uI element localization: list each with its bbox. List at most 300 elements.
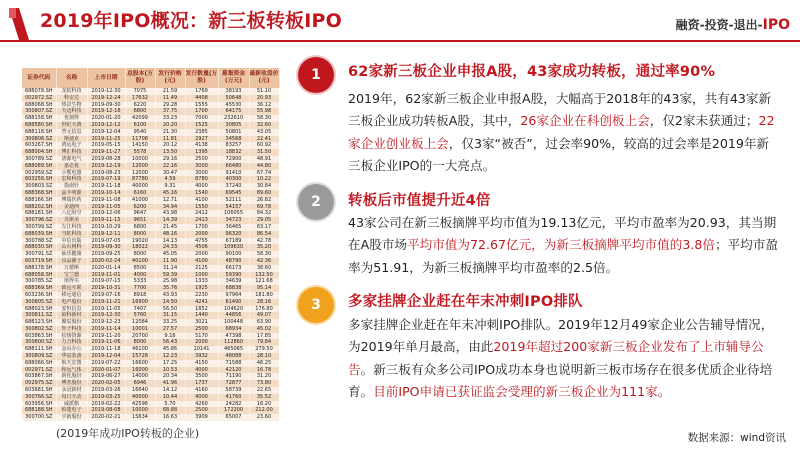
table-cell: 6800 [125, 108, 155, 115]
page-title: 2019年IPO概况：新三板转板IPO [40, 10, 342, 32]
table-cell: 14000 [125, 373, 155, 380]
section-number-badge-3: 3 [298, 287, 334, 323]
table-cell: 11.90 [155, 258, 185, 265]
table-cell: 89.60 [249, 190, 279, 197]
table-cell: 86.54 [249, 231, 279, 238]
table-cell: 2019-07-16 [87, 292, 125, 299]
section-3-text-c: 。 [657, 384, 671, 400]
table-cell: 5333 [125, 278, 155, 285]
table-cell: 46100 [125, 346, 155, 353]
table-row [22, 217, 279, 224]
table-row [22, 231, 279, 238]
table-cell: 688123.SH [22, 319, 56, 326]
table-cell: 8000 [125, 231, 155, 238]
table-cell: 2019-11-18 [87, 346, 125, 353]
table-cell: 航天宏图 [56, 360, 87, 367]
table-cell: 4408 [185, 95, 218, 102]
table-cell: 16.78 [249, 367, 279, 374]
table-cell: 美迪西 [56, 204, 87, 211]
table-cell: 14.12 [155, 387, 185, 394]
table-cell: 34568 [218, 136, 249, 143]
table-row [22, 149, 279, 156]
table-cell: 10000 [125, 156, 155, 163]
table-cell: 49.07 [249, 312, 279, 319]
table-cell: 10.22 [249, 176, 279, 183]
table-cell: 2019-11-08 [87, 197, 125, 204]
table-row [22, 272, 279, 279]
table-cell: 33.23 [155, 115, 185, 122]
table-cell: 致远互联 [56, 285, 87, 292]
table-cell: 44856 [218, 312, 249, 319]
table-cell: 20.93 [249, 95, 279, 102]
table-cell: 106055 [218, 210, 249, 217]
section-2-text-b: ；平均市盈率为51.91，为新三板摘牌平均市盈率的2.5倍。 [348, 237, 778, 275]
table-cell: 45530 [218, 102, 249, 109]
table-cell: 33.25 [155, 319, 185, 326]
table-cell: 30.84 [249, 183, 279, 190]
table-cell: 132.50 [249, 272, 279, 279]
section-3-text-a: 多家挂牌企业赶在年末冲刺IPO排队。2019年12月49家企业公告辅导情况，为2019年单月最高，由此 [348, 317, 774, 355]
table-cell: 300796.SZ [22, 217, 56, 224]
table-cell: 22.41 [249, 136, 279, 143]
table-cell: 2020-02-24 [87, 258, 125, 265]
table-cell: 109630 [218, 244, 249, 251]
table-cell: 43.93 [155, 292, 185, 299]
table-cell: 300811.SZ [22, 312, 56, 319]
section-3-highlight-b: 目前IPO申请已获证监会受理的新三板企业为111家 [373, 384, 658, 400]
table-cell: 16.20 [249, 401, 279, 408]
table-cell: 每日互动 [56, 394, 87, 401]
table-cell: 45.86 [155, 346, 185, 353]
section-body-2 [348, 212, 778, 279]
table-cell: 3000 [185, 163, 218, 170]
header-tagline [676, 16, 790, 33]
table-cell: 小熊电器 [56, 170, 87, 177]
table-cell: 3500 [185, 373, 218, 380]
table-cell: 20.12 [155, 142, 185, 149]
table-cell: 8000 [125, 339, 155, 346]
table-cell: 300803.SZ [22, 183, 56, 190]
table-cell: 10.44 [155, 394, 185, 401]
table-cell: 22.65 [249, 387, 279, 394]
table-cell: 2019-12-04 [87, 353, 125, 360]
table-cell: 56.50 [155, 306, 185, 313]
table-cell: 2019-12-18 [87, 108, 125, 115]
table-cell: 1737 [185, 380, 218, 387]
table-cell: 20.34 [155, 373, 185, 380]
table-cell: 1440 [185, 312, 218, 319]
table-cell: 688004.SH [22, 149, 56, 156]
table-cell: 48.16 [155, 231, 185, 238]
table-cell: 38.60 [249, 265, 279, 272]
table-cell: 30.47 [155, 170, 185, 177]
table-cell: 2500 [185, 156, 218, 163]
table-cell: 95.14 [249, 285, 279, 292]
table-cell: 8500 [125, 265, 155, 272]
section-title-2: 转板后市值提升近4倍 [348, 193, 491, 209]
table-cell: 2019-11-14 [87, 326, 125, 333]
table-cell: 73.80 [249, 380, 279, 387]
table-cell: 铂科新材 [56, 312, 87, 319]
table-row [22, 353, 279, 360]
table-cell: 2020-01-20 [87, 115, 125, 122]
table-cell: 300791.SZ [22, 251, 56, 258]
table-cell: 20700 [125, 333, 155, 340]
table-cell: 21.45 [155, 224, 185, 231]
table-cell: 41000 [125, 197, 155, 204]
table-cell: 力合科技 [56, 339, 87, 346]
table-row [22, 197, 279, 204]
table-cell: 世纪天鸿 [56, 122, 87, 129]
table-cell: 40000 [125, 183, 155, 190]
table-cell: 9540 [125, 129, 155, 136]
table-cell: 31.20 [249, 373, 279, 380]
table-cell: 121.68 [249, 278, 279, 285]
table-cell: 2412 [185, 210, 218, 217]
table-cell: 45.16 [155, 190, 185, 197]
table-cell: 1333 [185, 278, 218, 285]
table-cell: 68934 [218, 326, 249, 333]
table-cell: 688580.SH [22, 122, 56, 129]
table-cell: 14.39 [155, 217, 185, 224]
table-cell: 688368.SH [22, 190, 56, 197]
table-cell: 2500 [185, 326, 218, 333]
table-cell: 2019-11-15 [87, 217, 125, 224]
table-cell: 688178.SH [22, 265, 56, 272]
table-cell: 9651 [125, 217, 155, 224]
table-row [22, 326, 279, 333]
table-cell: 83257 [218, 142, 249, 149]
table-cell: 181.80 [249, 292, 279, 299]
table-cell: 宇新股份 [56, 414, 87, 421]
table-row [22, 251, 279, 258]
table-cell: 688188.SH [22, 407, 56, 414]
table-cell: 58739 [218, 387, 249, 394]
header-divider [0, 40, 800, 42]
table-cell: 279.50 [249, 346, 279, 353]
section-1-text-c: ，仅3家“被否”，过会率90%，较高的过会率是2019年新三板企业IPO的一大亮点。 [348, 135, 770, 174]
table-row [22, 163, 279, 170]
table-row [22, 95, 279, 102]
table-cell: 688118.SH [22, 129, 56, 136]
table-cell: 4260 [185, 401, 218, 408]
table-cell: 2019-05-15 [87, 142, 125, 149]
table-cell: 松炀资源 [56, 333, 87, 340]
table-cell: 36465 [218, 224, 249, 231]
table-cell: 2020-01-14 [87, 265, 125, 272]
table-cell: 1540 [185, 190, 218, 197]
table-row [22, 176, 279, 183]
tagline-prefix: 融资-投资-退出- [675, 18, 763, 32]
table-cell: 688030.SH [22, 244, 56, 251]
table-cell: 5760 [125, 312, 155, 319]
table-cell: 45.02 [249, 326, 279, 333]
table-cell: 2019-12-06 [87, 210, 125, 217]
table-cell: 移远通信 [56, 292, 87, 299]
table-cell: 20.20 [155, 122, 185, 129]
table-cell: 6946 [125, 380, 155, 387]
table-cell: 安恒信息 [56, 306, 87, 313]
section-body-3 [348, 314, 778, 404]
ipo-table-panel [22, 68, 279, 421]
table-cell: 54157 [218, 204, 249, 211]
table-cell: 16900 [125, 299, 155, 306]
table-cell: 贝斯美 [56, 217, 87, 224]
table-cell: 8918 [125, 292, 155, 299]
table-cell: 晶丰明源 [56, 190, 87, 197]
table-cell: 11.81 [155, 136, 185, 143]
table-cell: 603681.SH [22, 387, 56, 394]
table-cell: 4150 [185, 360, 218, 367]
table-cell: 63.17 [249, 224, 279, 231]
table-cell: 龙软科技 [56, 88, 87, 95]
table-cell: 2020-01-07 [87, 367, 125, 374]
table-cell: 17.85 [249, 333, 279, 340]
table-cell: 58.30 [249, 251, 279, 258]
table-cell: 32.60 [249, 122, 279, 129]
table-cell: 68838 [218, 285, 249, 292]
table-cell: 2019-09-30 [87, 244, 125, 251]
table-cell: 12.71 [155, 197, 185, 204]
table-cell: 100448 [218, 319, 249, 326]
table-cell: 4755 [185, 238, 218, 245]
table-caption: (2019年成功IPO转板的企业) [56, 427, 200, 440]
table-cell: 55.98 [249, 108, 279, 115]
table-cell: 41.96 [155, 380, 185, 387]
table-cell: 14150 [125, 142, 155, 149]
table-cell: 300802.SZ [22, 326, 56, 333]
table-cell: 79.84 [249, 339, 279, 346]
table-cell: 42099 [125, 115, 155, 122]
table-cell: 2019-11-27 [87, 149, 125, 156]
table-cell: 11708 [125, 136, 155, 143]
table-cell: 7000 [185, 115, 218, 122]
table-cell: 002971.SZ [22, 367, 56, 374]
table-cell: 23.60 [249, 414, 279, 421]
table-cell: 2019-02-22 [87, 401, 125, 408]
table-cell: 300789.SZ [22, 156, 56, 163]
section-number-badge-1: 1 [298, 57, 334, 93]
table-cell: 2019-10-14 [87, 190, 125, 197]
table-cell: 1525 [185, 122, 218, 129]
column-header: 总股本(万股) [125, 68, 155, 88]
table-cell: 普元信息 [56, 129, 87, 136]
table-cell: 10.53 [155, 367, 185, 374]
table-cell: 72900 [218, 156, 249, 163]
table-cell: 603867.SH [22, 373, 56, 380]
table-cell: 41760 [218, 394, 249, 401]
table-cell: 鸿远电子 [56, 142, 87, 149]
table-row [22, 129, 279, 136]
table-cell: 万德斯 [56, 265, 87, 272]
table-cell: 2019-12-23 [87, 319, 125, 326]
logo-mark-icon [7, 4, 31, 44]
table-cell: 2020-02-05 [87, 380, 125, 387]
table-cell: 1769 [185, 88, 218, 95]
table-cell: 4000 [125, 272, 155, 279]
table-cell: 688202.SH [22, 204, 56, 211]
table-cell: 仙乐健康 [56, 251, 87, 258]
table-cell: 值得买 [56, 278, 87, 285]
table-cell: 8780 [185, 176, 218, 183]
table-cell: 96320 [218, 231, 249, 238]
table-cell: 9.16 [155, 333, 185, 340]
table-cell: 37240 [218, 183, 249, 190]
table-cell: 71588 [218, 360, 249, 367]
table-cell: 212.00 [249, 407, 279, 414]
table-cell: 6100 [125, 122, 155, 129]
table-cell: 7407 [125, 306, 155, 313]
table-cell: 2019-11-18 [87, 183, 125, 190]
table-cell: 2019-11-05 [87, 306, 125, 313]
table-cell: 603956.SH [22, 401, 56, 408]
table-cell: 300809.SZ [22, 353, 56, 360]
table-cell: 1925 [185, 285, 218, 292]
table-cell: 2927 [185, 136, 218, 143]
table-cell: 47398 [218, 333, 249, 340]
table-cell: 5.70 [155, 401, 185, 408]
table-cell: 宝兰德 [56, 272, 87, 279]
table-cell: 2020-02-21 [87, 414, 125, 421]
table-cell: 12000 [125, 170, 155, 177]
table-cell: 2500 [185, 407, 218, 414]
table-cell: 12.23 [155, 353, 185, 360]
ipo-table [22, 68, 280, 421]
table-cell: 91410 [218, 170, 249, 177]
table-cell: 2019-08-28 [87, 156, 125, 163]
table-row [22, 292, 279, 299]
table-cell: 26.82 [249, 197, 279, 204]
table-cell: 42120 [218, 367, 249, 374]
table-row [22, 299, 279, 306]
table-cell: 300806.SZ [22, 136, 56, 143]
section-3-text-b: 。新三板有众多公司IPO成功本身也说明新三板市场存在很多优质企业待培育。 [348, 361, 773, 400]
column-header: 名称 [56, 68, 87, 88]
column-header: 募集资金(万元) [218, 68, 249, 88]
table-cell: 唐源电气 [56, 156, 87, 163]
table-cell: 58.30 [249, 115, 279, 122]
section-number-badge-2: 2 [298, 184, 334, 220]
table-cell: 40000 [125, 394, 155, 401]
table-cell: 12084 [125, 319, 155, 326]
table-cell: 15728 [125, 353, 155, 360]
table-cell: 金山办公 [56, 346, 87, 353]
table-cell: 31.14 [155, 265, 185, 272]
column-header: 最新收盘价(元) [249, 68, 279, 88]
data-source-note: 数据来源：wind资讯 [687, 432, 786, 444]
table-cell: 48790 [218, 258, 249, 265]
table-cell: 35.20 [249, 244, 279, 251]
table-cell: 2019-12-30 [87, 312, 125, 319]
table-cell: 688078.SH [22, 88, 56, 95]
table-cell: 博杰股份 [56, 380, 87, 387]
table-cell: 16000 [125, 367, 155, 374]
table-cell: 2019-12-04 [87, 129, 125, 136]
section-title-3: 多家挂牌企业赶在年末冲刺IPO排队 [348, 294, 583, 310]
table-cell: 71190 [218, 373, 249, 380]
section-1-text-a: 2019年，62家新三板企业申报A股，大幅高于2018年的43家，共有43家新三板企业成功转板A股，其中， [348, 91, 772, 129]
table-cell: 2019-11-21 [87, 299, 125, 306]
table-cell: 24282 [218, 401, 249, 408]
table-cell: 18022 [125, 244, 155, 251]
table-row [22, 183, 279, 190]
table-cell: 3021 [185, 319, 218, 326]
table-cell: 65007 [218, 414, 249, 421]
table-cell: 4.59 [155, 176, 185, 183]
table-cell: 天迈科技 [56, 108, 87, 115]
table-cell: 10001 [125, 326, 155, 333]
table-cell: 002975.SZ [22, 380, 56, 387]
table-cell: 43.05 [249, 129, 279, 136]
column-header: 发行数量(万股) [185, 68, 218, 88]
table-cell: 84.32 [249, 210, 279, 217]
table-cell: 9647 [125, 210, 155, 217]
table-cell: 688023.SH [22, 306, 56, 313]
table-cell: 1395 [185, 149, 218, 156]
table-cell: 42.78 [249, 238, 279, 245]
table-row [22, 414, 279, 421]
table-cell: 465065 [218, 346, 249, 353]
table-cell: 36.12 [249, 102, 279, 109]
table-cell: 2019-03-25 [87, 394, 125, 401]
table-cell: 97964 [218, 292, 249, 299]
table-cell: 6800 [125, 224, 155, 231]
section-1-highlight-b: 22家企业创业板上会 [348, 113, 775, 151]
table-cell: 左江科技 [56, 224, 87, 231]
table-cell: 176.80 [249, 306, 279, 313]
table-cell: 威派格 [56, 401, 87, 408]
table-cell: 2019-12-24 [87, 95, 125, 102]
table-cell: 42596 [125, 401, 155, 408]
table-cell: 29.28 [155, 102, 185, 109]
table-cell: 良品铺子 [56, 258, 87, 265]
table-cell: 66173 [218, 265, 249, 272]
table-row [22, 258, 279, 265]
table-cell: 3000 [185, 170, 218, 177]
table-row [22, 122, 279, 129]
table-cell: 中信出版 [56, 238, 87, 245]
table-row [22, 394, 279, 401]
section-2-text-a: 43家公司在新三板摘牌平均市值为19.13亿元，平均市盈率为20.93，其当期在A股市场 [348, 215, 777, 253]
table-cell: 67.74 [249, 170, 279, 177]
table-cell: 25.98 [155, 278, 185, 285]
table-cell: 2019-08-08 [87, 407, 125, 414]
table-cell: 22.16 [155, 163, 185, 170]
table-cell: 2019-09-25 [87, 251, 125, 258]
table-cell: 2019-10-31 [87, 285, 125, 292]
table-row [22, 115, 279, 122]
table-cell: 1852 [185, 306, 218, 313]
section-title-1: 62家新三板企业申报A股，43家成功转板，通过率90% [348, 64, 716, 80]
table-cell: 和远气体 [56, 367, 87, 374]
table-cell: 30805 [218, 122, 249, 129]
table-cell: 21.59 [155, 88, 185, 95]
table-cell: 63.90 [249, 319, 279, 326]
table-cell: 29.16 [155, 156, 185, 163]
table-row [22, 88, 279, 95]
table-cell: 60.92 [249, 142, 279, 149]
table-cell: 2019-11-05 [87, 204, 125, 211]
table-cell: 8000 [125, 251, 155, 258]
section-2-highlight-a: 平均市值为72.67亿元，为新三板摘牌平均市值的3.8倍 [407, 237, 715, 253]
table-cell: 52111 [218, 197, 249, 204]
table-cell: 2019-11-25 [87, 136, 125, 143]
table-cell: 宏和科技 [56, 176, 87, 183]
table-cell: 2019-07-19 [87, 176, 125, 183]
table-cell: 2019-09-30 [87, 102, 125, 109]
table-cell: 232610 [218, 115, 249, 122]
column-header: 证券代码 [22, 68, 56, 88]
